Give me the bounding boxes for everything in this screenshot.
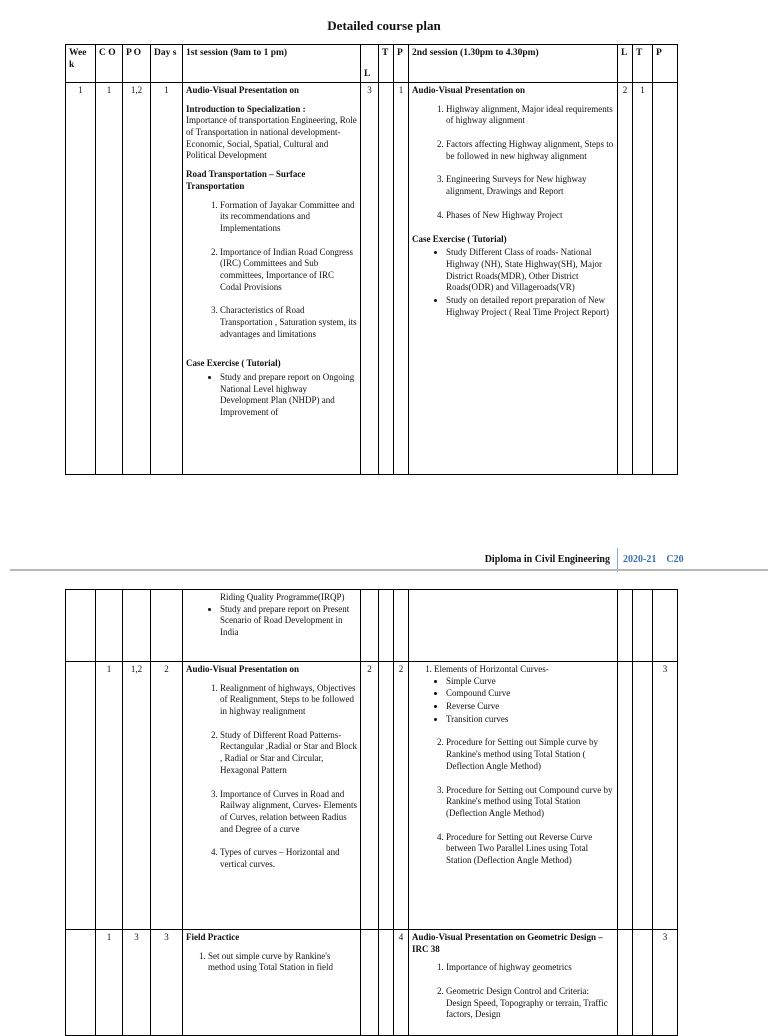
l-cell: 2 xyxy=(361,662,379,930)
week-cell xyxy=(66,930,96,1036)
case-heading: Case Exercise ( Tutorial) xyxy=(186,358,281,369)
l-cell xyxy=(361,590,379,662)
list-item: 3. Procedure for Setting out Compound curve by Rankine's method using Total Station (Deflection Angle Method) xyxy=(446,785,614,820)
p-cell xyxy=(394,590,409,662)
p-cell: 1 xyxy=(394,83,409,475)
session2-cell xyxy=(409,83,618,475)
l2-cell: 2 xyxy=(618,83,633,475)
list-item: • Reverse Curve xyxy=(446,701,614,713)
l2-cell xyxy=(618,930,633,1036)
session2-cell xyxy=(409,590,618,662)
session-heading: Audio-Visual Presentation on xyxy=(186,664,300,674)
list-item: 3. Characteristics of Road Transportation , Saturation system, its advantages and limitations xyxy=(220,305,357,340)
p-cell: 4 xyxy=(394,930,409,1036)
t2-cell: 1 xyxy=(633,83,653,475)
topic-heading: Introduction to Specialization : xyxy=(186,103,306,114)
course-plan-table xyxy=(65,44,678,475)
header-session2: 2nd session (1.30pm to 4.30pm) xyxy=(409,45,618,83)
l-cell: 3 xyxy=(361,83,379,475)
days-cell: 1 xyxy=(151,83,183,475)
p2-cell: 3 xyxy=(653,662,678,930)
header-co: C O xyxy=(96,45,123,83)
case-list xyxy=(186,604,357,639)
session1-cell xyxy=(183,83,361,475)
p2-cell xyxy=(653,83,678,475)
header-session1: 1st session (9am to 1 pm) xyxy=(183,45,361,83)
topic-list xyxy=(186,951,357,974)
session1-cell xyxy=(183,930,361,1036)
po-cell xyxy=(123,590,151,662)
list-item: 1. Realignment of highways, Objectives of Realignment, Steps to be followed in highway realignment xyxy=(220,683,357,718)
week-cell xyxy=(66,662,96,930)
session-heading: Audio-Visual Presentation on xyxy=(186,85,300,95)
topic-list xyxy=(186,200,357,341)
days-cell: 3 xyxy=(151,930,183,1036)
case-list xyxy=(186,372,357,419)
header-week: Wee k xyxy=(66,45,96,83)
p2-cell xyxy=(653,590,678,662)
header-p2: P xyxy=(653,45,678,83)
list-item: 1. Importance of highway geometrics xyxy=(446,962,614,974)
table-row xyxy=(66,590,678,662)
list-item: • Study and prepare report on Present Scenario of Road Development in India xyxy=(220,604,357,639)
case-heading: Case Exercise ( Tutorial) xyxy=(412,233,507,244)
co-cell: 1 xyxy=(96,83,123,475)
list-item: 2. Study of Different Road Patterns- Rectangular ,Radial or Star and Block , Radial or Star and Circular, Hexagonal Pattern xyxy=(220,730,357,777)
header-t: T xyxy=(379,45,394,83)
page-footer xyxy=(0,548,768,568)
t2-cell xyxy=(633,590,653,662)
header-p: P xyxy=(394,45,409,83)
list-item: 2. Procedure for Setting out Simple curve by Rankine's method using Total Station ( Deflection Angle Method) xyxy=(446,737,614,772)
topic-list xyxy=(412,104,614,222)
list-item: • Compound Curve xyxy=(446,688,614,700)
list-item: 3. Engineering Surveys for New highway alignment, Drawings and Report xyxy=(446,174,614,197)
program-name: Diploma in Civil Engineering xyxy=(484,554,610,565)
p2-cell: 3 xyxy=(653,930,678,1036)
l2-cell xyxy=(618,590,633,662)
l-cell xyxy=(361,930,379,1036)
academic-year: 2020-21 C20 xyxy=(623,554,684,565)
page-title: Detailed course plan xyxy=(327,18,441,33)
session-heading: Field Practice xyxy=(186,932,240,942)
list-item: • Study and prepare report on Ongoing National Level highway Development Plan (NHDP) and Improvement of xyxy=(220,372,357,419)
course-plan-table-continued xyxy=(65,589,678,1036)
header-l: L xyxy=(361,45,379,83)
l2-cell xyxy=(618,662,633,930)
t-cell xyxy=(379,662,394,930)
po-cell: 3 xyxy=(123,930,151,1036)
co-cell: 1 xyxy=(96,930,123,1036)
list-item: 1. Set out simple curve by Rankine's method using Total Station in field xyxy=(208,951,357,974)
session2-cell xyxy=(409,930,618,1036)
session2-cell xyxy=(409,662,618,930)
case-list xyxy=(412,247,614,318)
header-l2: L xyxy=(618,45,633,83)
t2-cell xyxy=(633,662,653,930)
topic-heading: Road Transportation – Surface Transportation xyxy=(186,169,306,191)
header-t2: T xyxy=(633,45,653,83)
list-item: 3. Importance of Curves in Road and Railway alignment, Curves- Elements of Curves, relation between Radius and Degree of a curve xyxy=(220,789,357,836)
topic-text: Importance of transportation Engineering, Role of Transportation in national development- Economic, Social, Spatial, Cultural and Political Development xyxy=(186,115,357,161)
p-cell: 2 xyxy=(394,662,409,930)
t-cell xyxy=(379,83,394,475)
header-po: P O xyxy=(123,45,151,83)
session-heading: Audio-Visual Presentation on xyxy=(412,85,526,95)
days-cell: 2 xyxy=(151,662,183,930)
t-cell xyxy=(379,590,394,662)
topic-list xyxy=(186,683,357,871)
page-separator xyxy=(10,569,768,571)
session1-cell xyxy=(183,590,361,662)
t2-cell xyxy=(633,930,653,1036)
table-row xyxy=(66,930,678,1036)
table-row xyxy=(66,83,678,475)
table-row xyxy=(66,662,678,930)
po-cell: 1,2 xyxy=(123,83,151,475)
list-item: • Transition curves xyxy=(446,714,614,726)
list-item: 2. Geometric Design Control and Criteria: Design Speed, Topography or terrain, Traffic factors, Design xyxy=(446,986,614,1021)
topic-list xyxy=(412,737,614,866)
list-item: • Study on detailed report preparation of New Highway Project ( Real Time Project Report) xyxy=(446,295,614,318)
week-cell: 1 xyxy=(66,83,96,475)
list-item: 4. Types of curves – Horizontal and vertical curves. xyxy=(220,847,357,870)
list-item: 2. Factors affecting Highway alignment, Steps to be followed in new highway alignment xyxy=(446,139,614,162)
t-cell xyxy=(379,930,394,1036)
header-days: Day s xyxy=(151,45,183,83)
list-item: 1. Elements of Horizontal Curves- xyxy=(434,664,614,676)
list-item: 4. Phases of New Highway Project xyxy=(446,210,614,222)
po-cell: 1,2 xyxy=(123,662,151,930)
list-item: 1. Formation of Jayakar Committee and its recommendations and Implementations xyxy=(220,200,357,235)
header-row xyxy=(66,45,678,83)
co-cell: 1 xyxy=(96,662,123,930)
session-heading: Audio-Visual Presentation on Geometric Design – IRC 38 xyxy=(412,932,603,954)
list-item: • Study Different Class of roads- National Highway (NH), State Highway(SH), Major District Roads(MDR), Other District Roads(ODR) and Villageroads(VR) xyxy=(446,247,614,294)
session1-cell xyxy=(183,662,361,930)
topic-list xyxy=(412,664,614,676)
continued-text: Riding Quality Programme(IRQP) xyxy=(220,592,345,602)
co-cell xyxy=(96,590,123,662)
week-cell xyxy=(66,590,96,662)
list-item: 2. Importance of Indian Road Congress (IRC) Committees and Sub committees, Importance of IRC Codal Provisions xyxy=(220,247,357,294)
days-cell xyxy=(151,590,183,662)
topic-list xyxy=(412,962,614,1021)
list-item: 4. Procedure for Setting out Reverse Curve between Two Parallel Lines using Total Station (Deflection Angle Method) xyxy=(446,832,614,867)
curve-list xyxy=(412,676,614,726)
list-item: 1. Highway alignment, Major ideal requirements of highway alignment xyxy=(446,104,614,127)
list-item: • Simple Curve xyxy=(446,676,614,688)
